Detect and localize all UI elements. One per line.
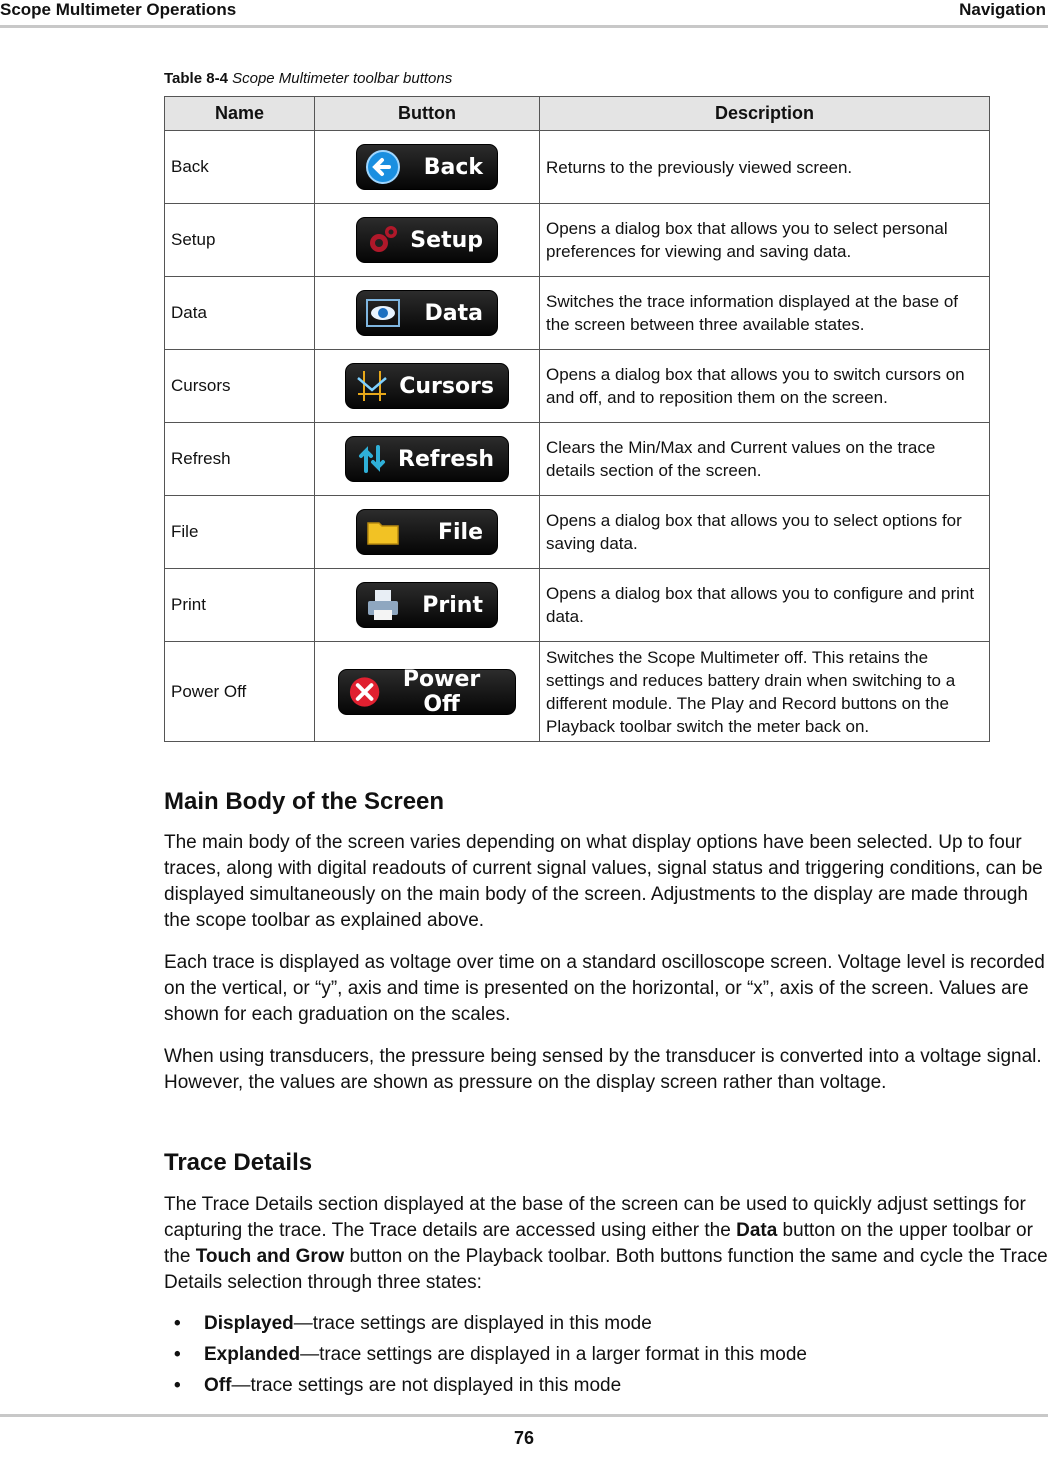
table-row — [165, 642, 990, 742]
row-description: Clears the Min/Max and Current values on the trace details section of the screen. — [540, 423, 990, 496]
print-button — [356, 582, 498, 628]
paragraph — [164, 1192, 1048, 1296]
button-label: Setup — [410, 227, 483, 253]
data-button — [356, 290, 498, 336]
row-description: Opens a dialog box that allows you to switch cursors on and off, and to reposition them on the screen. — [540, 350, 990, 423]
button-label: Power Off — [402, 666, 481, 717]
row-description: Opens a dialog box that allows you to configure and print data. — [540, 569, 990, 642]
row-name: Print — [165, 569, 315, 642]
back-arrow-icon — [365, 149, 401, 185]
text-run: button on the upper toolbar or the — [164, 1220, 1033, 1267]
table-row — [165, 204, 990, 277]
power-off-button — [338, 666, 516, 717]
table-row — [165, 496, 990, 569]
paragraph: Each trace is displayed as voltage over time on a standard oscilloscope screen. Voltage level is recorded on the vertical, or “y”, axis and time is presented on the horizontal, or “x”, axis of the screen. Values are shown for each graduation on the scales. — [164, 952, 1045, 1025]
footer-rule — [0, 1414, 1048, 1417]
bold-term: Data — [736, 1220, 778, 1241]
refresh-icon — [354, 441, 390, 477]
table-caption-label: Table 8-4 — [164, 70, 228, 87]
list-item — [164, 1339, 807, 1370]
bullet-icon: • — [174, 1313, 181, 1334]
table-row — [165, 423, 990, 496]
bullet-icon: • — [174, 1375, 181, 1396]
row-name: Power Off — [165, 642, 315, 742]
row-name: Setup — [165, 204, 315, 277]
text-run: button on the Playback toolbar. Both buttons function the same and cycle the Trace Details selection through three states: — [164, 1246, 1048, 1293]
row-name: Back — [165, 131, 315, 204]
row-name: Cursors — [165, 350, 315, 423]
text-run: The Trace Details section displayed at the base of the screen can be used to quickly adjust settings for capturing the trace. The Trace details are accessed using either the — [164, 1194, 1026, 1241]
header-rule — [0, 25, 1048, 28]
eye-icon — [365, 295, 401, 331]
folder-icon — [365, 514, 401, 550]
bullet-text: —trace settings are not displayed in this mode — [231, 1375, 622, 1396]
page-header — [0, 0, 1048, 26]
printer-icon — [365, 587, 401, 623]
row-description: Returns to the previously viewed screen. — [540, 131, 990, 204]
section-heading-trace-details: Trace Details — [164, 1149, 313, 1176]
row-name: Refresh — [165, 423, 315, 496]
bold-term: Touch and Grow — [195, 1246, 345, 1267]
header-section: Navigation — [959, 0, 1046, 19]
table-row — [165, 569, 990, 642]
setup-button — [356, 217, 498, 263]
row-description: Switches the trace information displayed at the base of the screen between three available states. — [540, 277, 990, 350]
page-number: 76 — [513, 1428, 535, 1448]
table-row — [165, 350, 990, 423]
list-item — [164, 1308, 807, 1339]
refresh-button — [345, 436, 509, 482]
bullet-icon: • — [174, 1344, 181, 1365]
table-caption — [164, 70, 452, 87]
table-row — [165, 277, 990, 350]
file-button — [356, 509, 498, 555]
row-description: Opens a dialog box that allows you to select options for saving data. — [540, 496, 990, 569]
paragraph: When using transducers, the pressure being sensed by the transducer is converted into a voltage signal. However, the values are shown as pressure on the display screen rather than voltage. — [164, 1046, 1042, 1093]
back-button — [356, 144, 498, 190]
cursors-button — [345, 363, 509, 409]
bullet-term: Explanded — [204, 1344, 301, 1365]
row-description: Switches the Scope Multimeter off. This retains the settings and reduces battery drain when switching to a different module. The Play and Record buttons on the Playback toolbar switch the meter back on. — [540, 642, 990, 742]
button-label: Data — [424, 300, 483, 326]
toolbar-buttons-table — [164, 96, 990, 742]
table-caption-text: Scope Multimeter toolbar buttons — [232, 70, 453, 87]
table-row — [165, 131, 990, 204]
button-label: Back — [423, 154, 483, 180]
row-description: Opens a dialog box that allows you to select personal preferences for viewing and saving data. — [540, 204, 990, 277]
column-header-description: Description — [540, 97, 990, 131]
bullet-list — [164, 1308, 807, 1401]
red-x-icon — [347, 674, 382, 710]
row-name: Data — [165, 277, 315, 350]
bullet-text: —trace settings are displayed in this mode — [293, 1313, 652, 1334]
paragraph: The main body of the screen varies depending on what display options have been selected. Up to four traces, along with digital readouts of current signal values, signal status and triggering conditions, can be displayed simultaneously on the main body of the screen. Adjustments to the display are made through the scope toolbar as explained above. — [164, 832, 1043, 931]
section-heading-main-body: Main Body of the Screen — [164, 788, 445, 815]
row-name: File — [165, 496, 315, 569]
column-header-button: Button — [315, 97, 540, 131]
button-label: Cursors — [399, 373, 494, 399]
table-header-row — [165, 97, 990, 131]
list-item — [164, 1370, 807, 1401]
button-label: File — [437, 519, 483, 545]
bullet-term: Displayed — [204, 1313, 294, 1334]
gears-icon — [365, 222, 401, 258]
bullet-text: —trace settings are displayed in a larger format in this mode — [300, 1344, 807, 1365]
button-label: Refresh — [398, 446, 494, 472]
header-title: Scope Multimeter Operations — [0, 0, 237, 19]
bullet-term: Off — [204, 1375, 232, 1396]
button-label: Print — [422, 592, 483, 618]
column-header-name: Name — [165, 97, 315, 131]
cursors-icon — [354, 368, 390, 404]
